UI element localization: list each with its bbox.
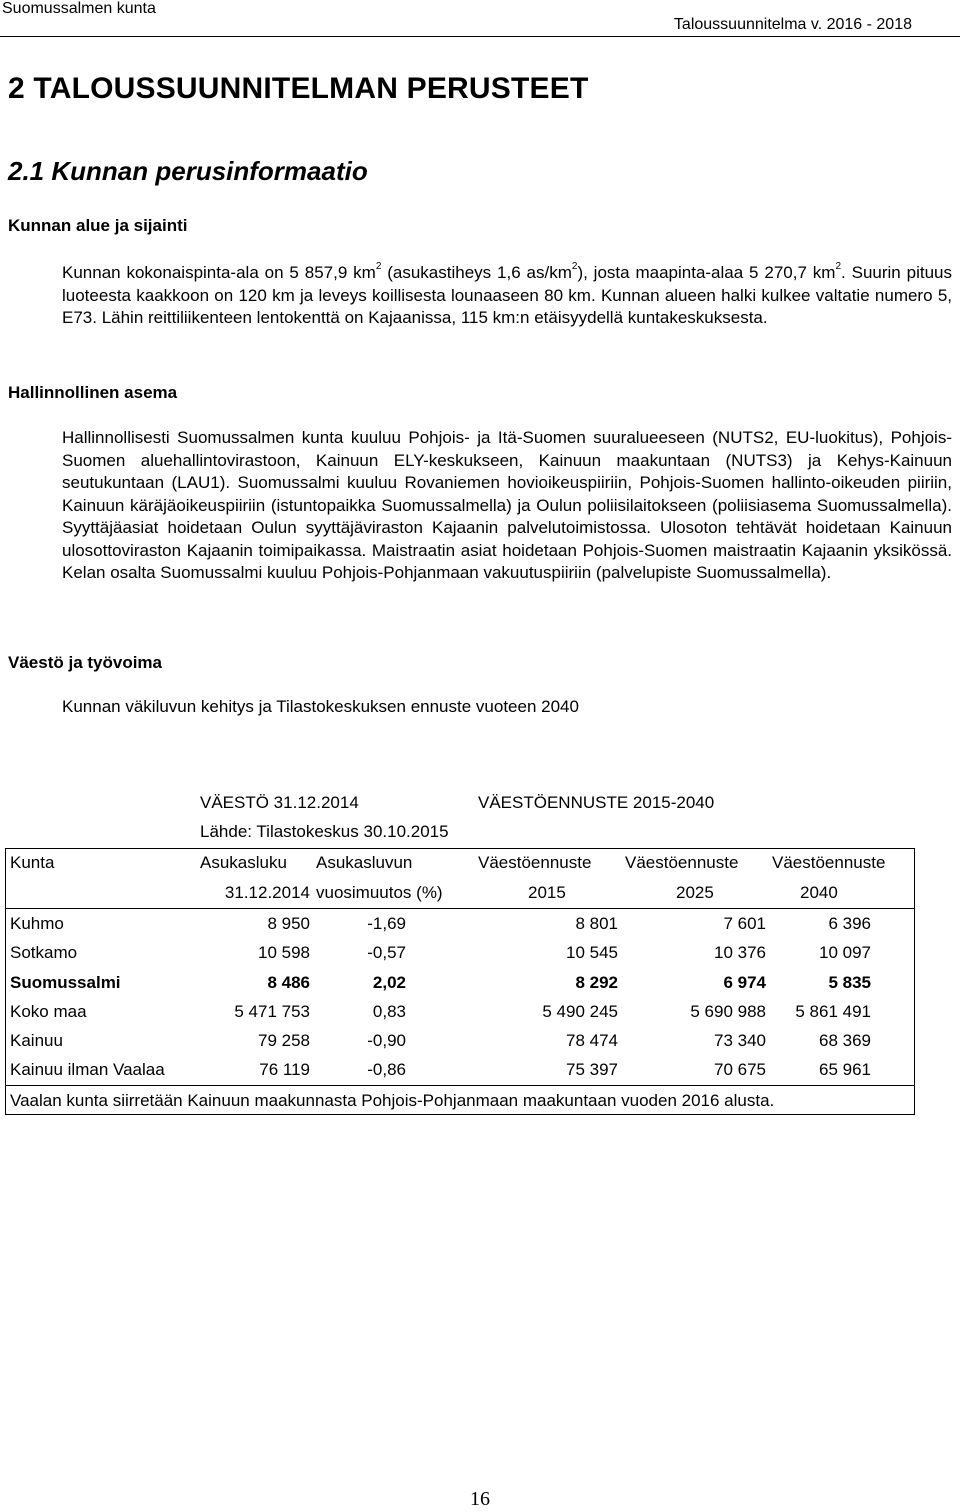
col-header-ennuste-2025: Väestöennuste — [625, 853, 739, 872]
table-caption: Kunnan väkiluvun kehitys ja Tilastokeskuksen ennuste vuoteen 2040 — [62, 697, 579, 716]
col-header-asukasluku: Asukasluku — [200, 853, 287, 872]
cell-ennuste-2015: 5 490 245 — [542, 1002, 618, 1021]
cell-ennuste-2025: 70 675 — [714, 1060, 766, 1079]
cell-muutos: -0,90 — [367, 1031, 406, 1050]
group-heading-population: VÄESTÖ 31.12.2014 — [200, 793, 359, 812]
heading-alue: Kunnan alue ja sijainti — [8, 216, 188, 235]
cell-asukasluku: 8 950 — [267, 914, 310, 933]
col-header-ennuste-2040-year: 2040 — [800, 883, 838, 902]
col-header-kunta: Kunta — [10, 853, 55, 872]
cell-ennuste-2015: 75 397 — [566, 1060, 618, 1079]
table-source: Lähde: Tilastokeskus 30.10.2015 — [200, 822, 449, 841]
cell-muutos: 0,83 — [372, 1002, 406, 1021]
cell-ennuste-2025: 7 601 — [723, 914, 766, 933]
cell-ennuste-2040: 5 861 491 — [795, 1002, 871, 1021]
header-bottom-rule — [5, 908, 915, 909]
col-header-ennuste-2040: Väestöennuste — [772, 853, 886, 872]
cell-ennuste-2015: 8 801 — [575, 914, 618, 933]
cell-ennuste-2025: 10 376 — [714, 943, 766, 962]
cell-ennuste-2040: 6 396 — [828, 914, 871, 933]
alue-text-4: . Suurin pituus luoteesta kaakkoon on 120 km ja leveys koillisesta lounaaseen 80 km. Kunnan alueen halki kulkee valtatie numero 5, E73. Lähin reittiliikenteen lentokenttä on Kajaanissa, 115 km:n etäisyydellä kuntakeskuksesta. — [62, 263, 952, 327]
header-document-title: Taloussuunnitelma v. 2016 - 2018 — [673, 16, 912, 33]
cell-asukasluku: 76 119 — [259, 1060, 310, 1079]
cell-ennuste-2040: 65 961 — [819, 1060, 871, 1079]
page-number: 16 — [470, 1488, 490, 1510]
superscript-1: 2 — [375, 261, 382, 272]
cell-kunta: Kuhmo — [10, 914, 64, 933]
col-header-asukasluku-date: 31.12.2014 — [224, 883, 310, 902]
cell-ennuste-2040: 68 369 — [819, 1031, 871, 1050]
cell-muutos: -0,86 — [367, 1060, 406, 1079]
cell-kunta: Suomussalmi — [10, 973, 121, 992]
cell-asukasluku: 5 471 753 — [234, 1002, 310, 1021]
chapter-title: 2 TALOUSSUUNNITELMAN PERUSTEET — [8, 72, 589, 105]
cell-ennuste-2015: 8 292 — [575, 973, 618, 992]
alue-text-3: ), josta maapinta-alaa 5 270,7 km — [577, 263, 836, 282]
cell-kunta: Kainuu ilman Vaalaa — [10, 1060, 165, 1079]
col-header-muutos-unit: vuosimuutos (%) — [316, 883, 443, 902]
cell-ennuste-2025: 6 974 — [723, 973, 766, 992]
superscript-3: 2 — [835, 261, 842, 272]
page-header — [0, 0, 960, 40]
alue-text-2: (asukastiheys 1,6 as/km — [381, 263, 572, 282]
table-footnote: Vaalan kunta siirretään Kainuun maakunnasta Pohjois-Pohjanmaan maakuntaan vuoden 2016 alusta. — [10, 1091, 775, 1110]
cell-muutos: -0,57 — [367, 943, 406, 962]
heading-hallinto: Hallinnollinen asema — [8, 383, 178, 402]
heading-vaesto: Väestö ja työvoima — [8, 653, 163, 672]
footnote-top-rule — [5, 1085, 915, 1086]
alue-text-1: Kunnan kokonaispinta-ala on 5 857,9 km — [62, 263, 376, 282]
population-table — [0, 780, 960, 1120]
paragraph-alue — [62, 262, 952, 330]
col-header-muutos: Asukasluvun — [316, 853, 413, 872]
cell-asukasluku: 79 258 — [258, 1031, 310, 1050]
cell-asukasluku: 10 598 — [258, 943, 310, 962]
cell-kunta: Kainuu — [10, 1031, 63, 1050]
cell-asukasluku: 8 486 — [267, 973, 310, 992]
section-title: 2.1 Kunnan perusinformaatio — [8, 156, 368, 186]
col-header-ennuste-2025-year: 2025 — [676, 883, 714, 902]
cell-ennuste-2040: 5 835 — [828, 973, 871, 992]
cell-kunta: Koko maa — [10, 1002, 87, 1021]
header-rule — [0, 36, 960, 37]
cell-ennuste-2025: 5 690 988 — [690, 1002, 766, 1021]
cell-muutos: 2,02 — [372, 973, 406, 992]
paragraph-hallinto: Hallinnollisesti Suomussalmen kunta kuuluu Pohjois- ja Itä-Suomen suuralueeseen (NUTS2, EU-luokitus), Pohjois-Suomen aluehallintovirastoon, Kainuun ELY-keskukseen, Kainuun maakuntaan (NUTS3) ja Kehys-Kainuun seutukuntaan (LAU1). Suomussalmi kuuluu Rovaniemen hovioikeuspiiriin, Pohjois-Suomen hallinto-oikeuden piiriin, Kainuun käräjäoikeuspiiriin (istuntopaikka Suomussalmella) ja Oulun poliisilaitokseen (poliisiasema Suomussalmella). Syyttäjäasiat hoidetaan Oulun syyttäjäviraston Kajaanin palvelutoimistossa. Ulosoton tehtävät hoidetaan Kainuun ulosottoviraston Kajaanin toimipaikassa. Maistraatin asiat hoidetaan Pohjois-Suomen maistraatin Kajaanin yksikössä. Kelan osalta Suomussalmi kuuluu Pohjois-Pohjanmaan vakuutuspiiriin (palvelupiste Suomussalmella). — [62, 428, 952, 582]
cell-ennuste-2040: 10 097 — [819, 943, 871, 962]
col-header-ennuste-2015-year: 2015 — [528, 883, 566, 902]
header-organization: Suomussalmen kunta — [2, 0, 156, 17]
group-heading-forecast: VÄESTÖENNUSTE 2015-2040 — [478, 793, 715, 812]
cell-muutos: -1,69 — [367, 914, 406, 933]
cell-ennuste-2025: 73 340 — [714, 1031, 766, 1050]
cell-ennuste-2015: 78 474 — [566, 1031, 618, 1050]
col-header-ennuste-2015: Väestöennuste — [478, 853, 592, 872]
cell-kunta: Sotkamo — [10, 943, 78, 962]
cell-ennuste-2015: 10 545 — [566, 943, 618, 962]
superscript-2: 2 — [571, 261, 578, 272]
